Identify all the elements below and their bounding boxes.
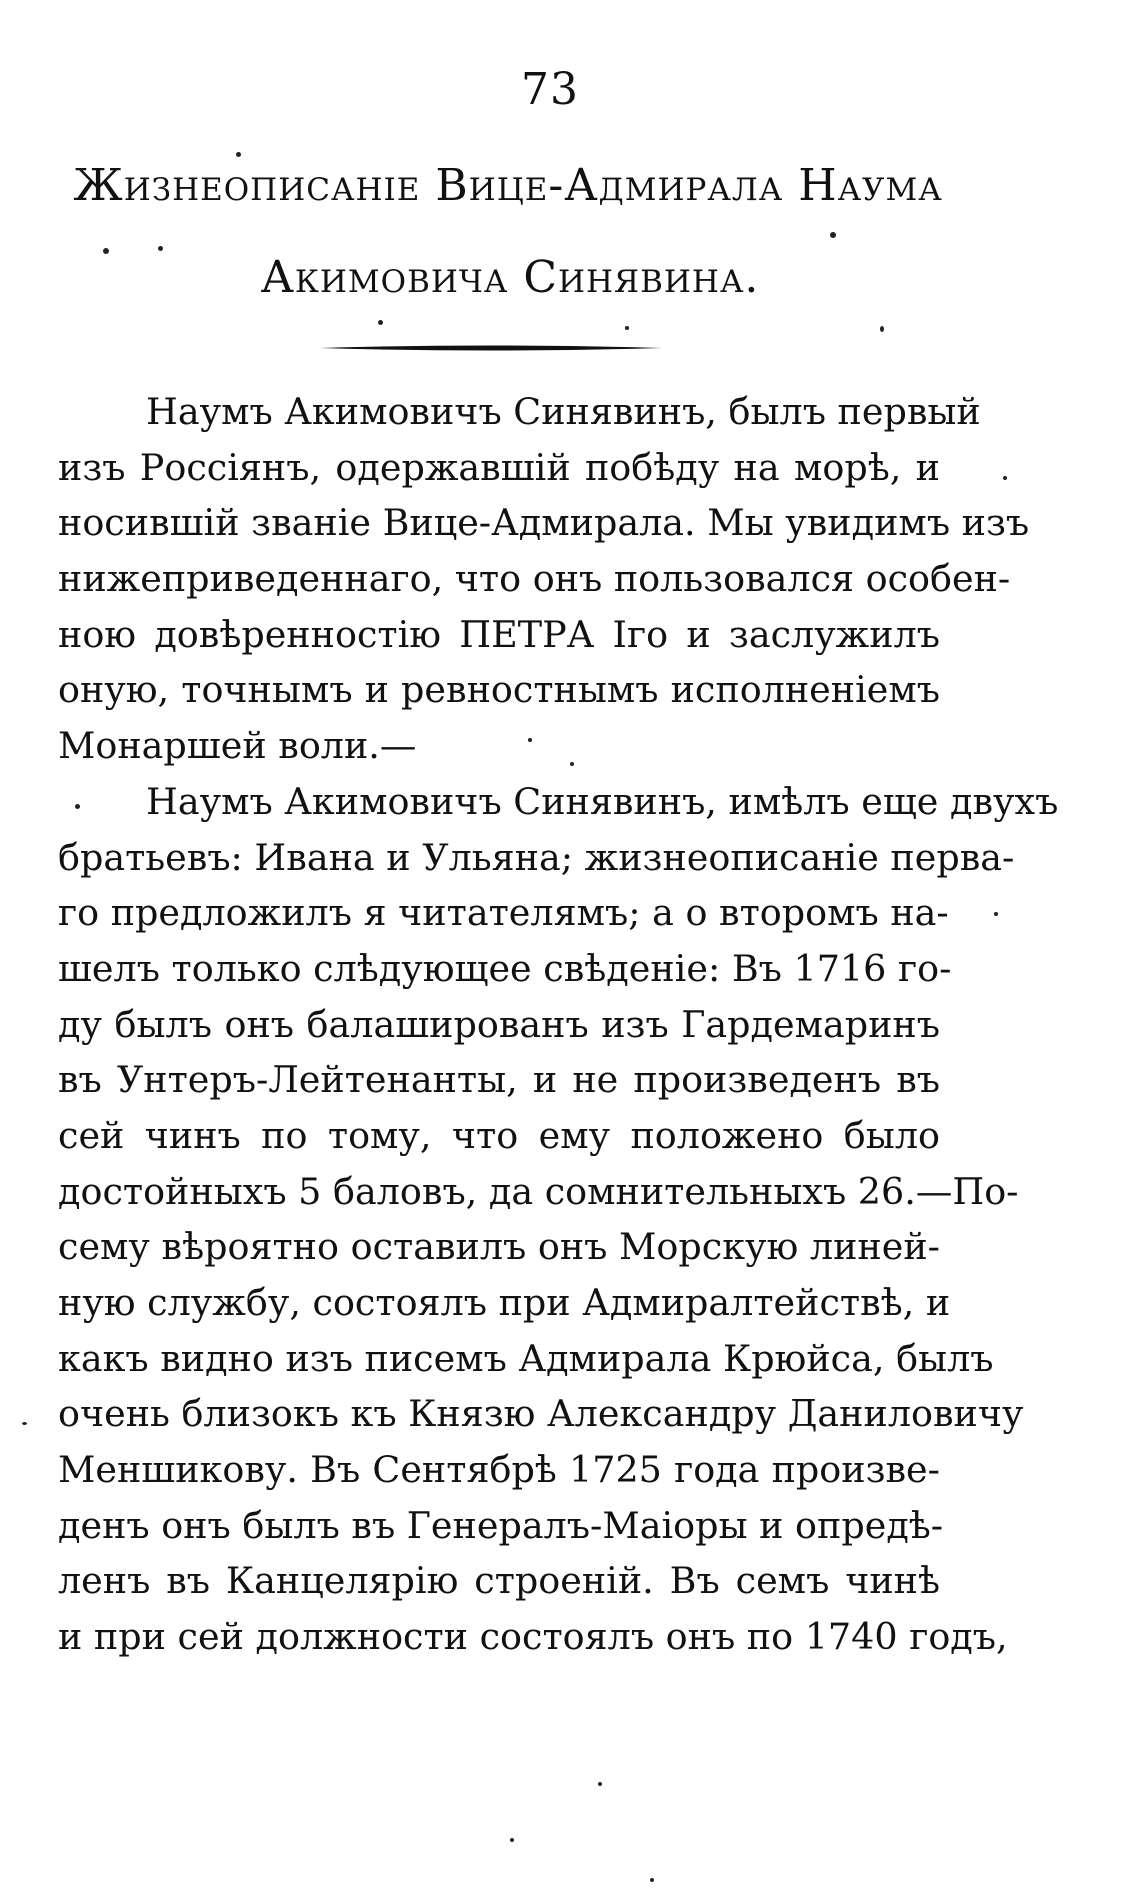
scan-speck	[75, 804, 80, 809]
scan-speck	[625, 326, 629, 330]
paragraph-2-line: Наумъ Акимовичъ Синявинъ, имѣлъ еще двухъ	[146, 779, 1059, 823]
scan-speck	[510, 1838, 514, 1842]
page-number: 73	[521, 64, 579, 115]
scan-speck	[103, 248, 109, 254]
scan-speck	[880, 326, 884, 332]
paragraph-2-line: шелъ только слѣдующее свѣденіе: Въ 1716 го-	[58, 946, 952, 990]
paragraph-2-line: братьевъ: Ивана и Ульяна; жизнеописаніе перва-	[58, 835, 1015, 879]
scan-speck	[378, 320, 383, 325]
paragraph-1-line: Наумъ Акимовичъ Синявинъ, былъ первый	[146, 390, 981, 433]
scan-speck	[158, 246, 163, 251]
paragraph-1-line: Монаршей воли.—	[58, 724, 417, 768]
title-ornamental-rule	[320, 343, 662, 353]
scan-speck	[236, 152, 241, 157]
paragraph-2-line: и при сей должности состоялъ онъ по 1740 годъ,	[58, 1615, 1008, 1659]
chapter-title-line-1: Жизнеописаніе Вице-Адмирала Наума	[73, 160, 943, 211]
paragraph-2-line: очень близокъ къ Князю Александру Даниловичу	[58, 1392, 1024, 1436]
paragraph-1-line: изъ Россіянъ, одержавшій побѣду на морѣ, и	[58, 445, 940, 489]
scan-speck	[1003, 476, 1007, 480]
scan-speck	[598, 1782, 602, 1786]
paragraph-2-line: Меншикову. Въ Сентябрѣ 1725 года произве-	[58, 1448, 940, 1492]
paragraph-1-line: нижеприведеннаго, что онъ пользовался особен-	[58, 557, 1011, 601]
paragraph-2-line: ленъ въ Канцелярію строеній. Въ семъ чинѣ	[58, 1559, 940, 1603]
body-text	[58, 384, 1059, 1665]
paragraph-2-line: денъ онъ былъ въ Генералъ-Маіоры и опредѣ-	[58, 1503, 944, 1547]
paragraph-2-line: го предложилъ я читателямъ; а о второмъ на-	[58, 891, 949, 935]
paragraph-2-line: достойныхъ 5 баловъ, да сомнительныхъ 26.—По-	[58, 1169, 1019, 1213]
paragraph-1-line: носившій званіе Вице-Адмирала. Мы увидимъ изъ	[58, 501, 1030, 545]
scan-speck	[570, 762, 574, 766]
paragraph-2-line: сей чинъ по тому, что ему положено было	[58, 1113, 940, 1157]
scan-speck	[528, 738, 532, 742]
paragraph-2-line: ную службу, состоялъ при Адмиралтействѣ, и	[58, 1281, 951, 1324]
chapter-title-line-2: Акимовича Синявина.	[260, 252, 760, 303]
paragraph-2-line: въ Унтеръ-Лейтенанты, и не произведенъ въ	[58, 1058, 940, 1102]
paragraph-2-line: ду былъ онъ балашированъ изъ Гардемаринъ	[58, 1002, 940, 1046]
scan-speck	[650, 1878, 654, 1882]
scan-speck	[22, 1422, 27, 1425]
paragraph-2-line: какъ видно изъ писемъ Адмирала Крюйса, былъ	[58, 1336, 994, 1380]
scan-speck	[830, 232, 836, 238]
scan-speck	[994, 912, 998, 916]
paragraph-1-line: оную, точнымъ и ревностнымъ исполненіемъ	[58, 668, 940, 712]
paragraph-2-line: сему вѣроятно оставилъ онъ Морскую линей-	[58, 1225, 940, 1269]
paragraph-1-line: ною довѣренностію ПЕТРА Iго и заслужилъ	[58, 612, 940, 656]
